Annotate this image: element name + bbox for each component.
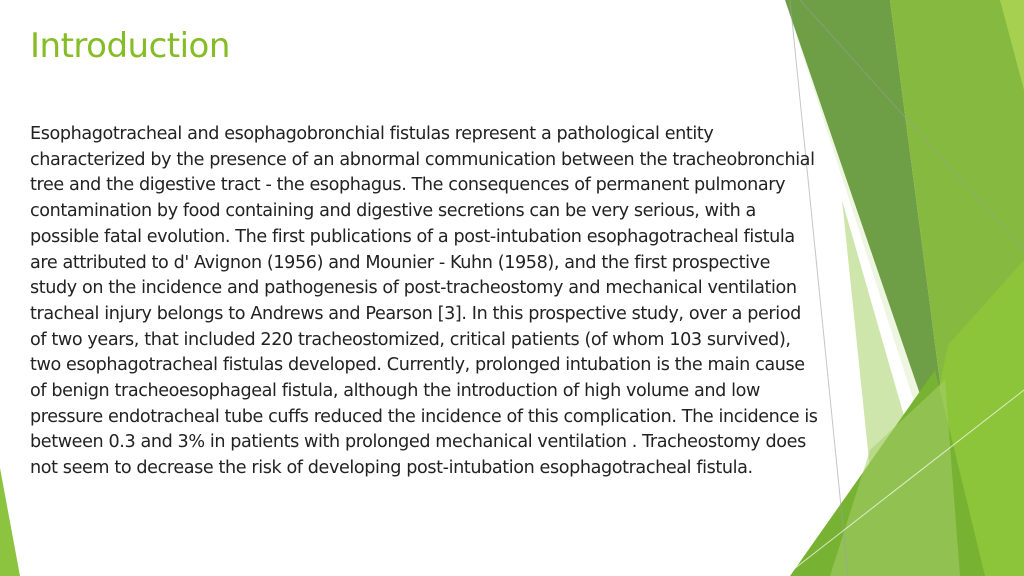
left-green-sliver bbox=[0, 468, 20, 576]
body-paragraph: Esophagotracheal and esophagobronchial fistulas represent a pathological entity characterized by the presence of an abnormal communication between the tracheobronchial tree and the digestive tract - the esophagus. The consequences of permanent pulmonary contamination by food containing and digestive secretions can be very serious, with a possible fatal evolution. The first publications of a post-intubation esophagotracheal fistula are attributed to d' Avignon (1956) and Mounier - Kuhn (1958), and the first prospective study on the incidence and pathogenesis of post-tracheostomy and mechanical ventilation tracheal injury belongs to Andrews and Pearson [3]. In this prospective study, over a period of two years, that included 220 tracheostomized, critical patients (of whom 103 survived), two esophagotracheal fistulas developed. Currently, prolonged intubation is the main cause of benign tracheoesophageal fistula, although the introduction of high volume and low pressure endotracheal tube cuffs reduced the incidence of this complication. The incidence is between 0.3 and 3% in patients with prolonged mechanical ventilation . Tracheostomy does not seem to decrease the risk of developing post-intubation esophagotracheal fistula. bbox=[30, 124, 818, 479]
slide-title: Introduction bbox=[30, 26, 230, 66]
